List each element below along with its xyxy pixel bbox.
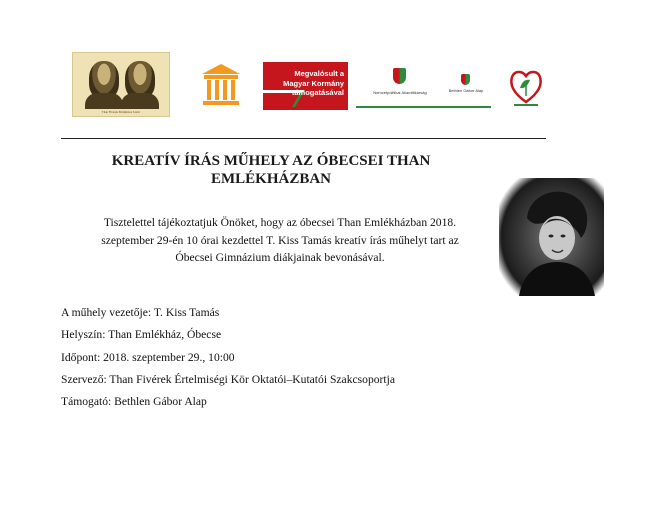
detail-time: Időpont: 2018. szeptember 29., 10:00 <box>61 350 235 364</box>
temple-icon <box>200 62 242 106</box>
detail-supporter: Támogató: Bethlen Gábor Alap <box>61 395 207 409</box>
portraits-caption: Than Fivérek Emlékháza Szabó <box>101 110 141 114</box>
fund-label: Bethlen Gábor Alap <box>448 88 484 93</box>
detail-location: Helyszín: Than Emlékház, Óbecse <box>61 328 222 342</box>
logo-underline <box>356 106 491 108</box>
fund-crest-icon <box>461 74 470 85</box>
than-brothers-portrait-logo <box>72 52 170 117</box>
government-support-banner <box>263 62 348 110</box>
coat-of-arms-icon <box>393 68 406 84</box>
ministry-label: Nemzetpolitikai Államtitkárság <box>373 90 427 95</box>
detail-leader: A műhely vezetője: T. Kiss Tamás <box>61 306 220 319</box>
sponsor-logos <box>0 0 657 125</box>
portrait-body-left <box>85 93 123 109</box>
page-title: KREATÍV ÍRÁS MŰHELY AZ ÓBECSEI THAN EMLÉKHÁZBAN <box>111 153 431 187</box>
banner-text: Megvalósult a Magyar Kormány támogatásával <box>283 69 344 97</box>
heart-icon <box>508 66 544 108</box>
ministry-and-fund-logos <box>356 64 491 108</box>
portrait-body-right <box>121 93 159 109</box>
detail-organizer: Szervező: Than Fivérek Értelmiségi Kör Oktatói–Kutatói Szakcsoportja <box>61 372 395 386</box>
header-divider <box>61 138 546 139</box>
intro-paragraph: Tisztelettel tájékoztatjuk Önöket, hogy az óbecsei Than Emlékházban 2018. szeptember 29-én 10 órai kezdettel T. Kiss Tamás kreatív írás műhelyt tart az Óbecsei Gimnázium diákjainak bevonásával. <box>101 216 459 264</box>
author-portrait-photo <box>499 178 604 296</box>
event-details <box>61 302 541 413</box>
